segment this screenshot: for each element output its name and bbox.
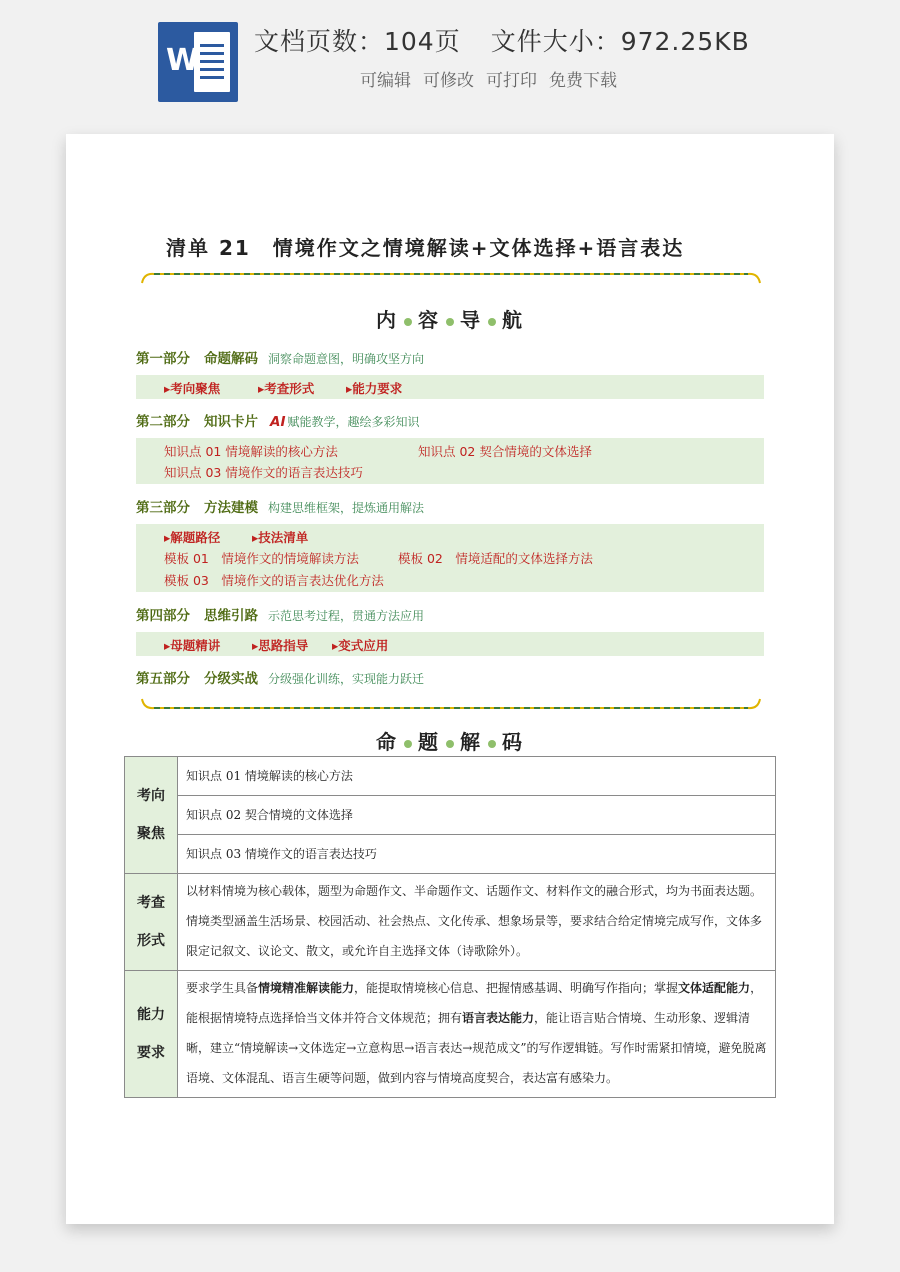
nav-part-1[interactable] <box>136 347 424 367</box>
nav-band-3 <box>136 524 764 592</box>
feature-editable: 可编辑 <box>360 71 411 91</box>
part-name: 分级实战 <box>204 671 258 687</box>
decode-heading-char: 解 <box>460 730 482 754</box>
feature-list <box>360 66 617 91</box>
part-description: 洞察命题意图，明确攻坚方向 <box>268 352 425 366</box>
part-description: 构建思维框架，提炼通用解法 <box>268 501 425 515</box>
nav-band-4 <box>136 632 764 656</box>
text-run: 要求学生具备 <box>186 981 259 995</box>
text-run: ，能提取情境核心信息、把握情感基调、明确写作指向；掌握 <box>354 981 679 995</box>
nav-link[interactable]: ▸解题路径 <box>164 530 221 545</box>
nav-link[interactable]: 知识点 01 情境解读的核心方法 <box>164 444 338 459</box>
header-line: 要求 <box>137 1045 165 1061</box>
nav-band-1 <box>136 375 764 399</box>
header-line: 考查 <box>137 895 165 911</box>
nav-part-4[interactable] <box>136 604 424 624</box>
nav-link[interactable]: 模板 02 情境适配的文体选择方法 <box>398 551 593 566</box>
decode-heading-char: 题 <box>418 730 440 754</box>
decorative-divider-bottom <box>140 698 762 712</box>
nav-link[interactable]: ▸考查形式 <box>258 381 315 396</box>
part-name: 思维引路 <box>204 608 258 624</box>
document-title: 清单 21 情境作文之情境解读+文体选择+语言表达 <box>166 236 685 260</box>
nav-link[interactable]: 模板 03 情境作文的语言表达优化方法 <box>164 573 384 588</box>
nav-link[interactable]: ▸技法清单 <box>252 530 309 545</box>
nav-link[interactable]: ▸考向聚焦 <box>164 381 221 396</box>
nav-heading-char: 航 <box>502 308 524 332</box>
nav-link[interactable]: ▸变式应用 <box>332 638 389 653</box>
nav-link[interactable]: ▸母题精讲 <box>164 638 221 653</box>
table-cell <box>178 971 776 1098</box>
nav-band-2 <box>136 438 764 484</box>
table-row <box>125 874 776 971</box>
table-row <box>125 971 776 1098</box>
part-description: 分级强化训练，实现能力跃迁 <box>268 672 425 686</box>
nav-part-5[interactable] <box>136 667 424 687</box>
table-row <box>125 796 776 835</box>
nav-part-2[interactable] <box>136 410 420 430</box>
word-logo-letter: W <box>166 43 200 78</box>
feature-printable: 可打印 <box>486 71 537 91</box>
header-line: 考向 <box>137 788 165 804</box>
download-banner <box>0 0 900 120</box>
header-line: 能力 <box>137 1007 165 1023</box>
row-header-form <box>125 874 178 971</box>
bold-term: 情境精准解读能力 <box>258 981 355 995</box>
part-name: 方法建模 <box>204 500 258 516</box>
word-document-icon <box>158 22 238 102</box>
ai-badge: AI <box>270 414 286 430</box>
part-name: 知识卡片 <box>204 414 258 430</box>
part-number: 第五部分 <box>136 671 190 687</box>
bold-term: 语言表达能力 <box>462 1011 535 1025</box>
table-cell: 知识点 03 情境作文的语言表达技巧 <box>178 835 776 874</box>
part-description: 示范思考过程，贯通方法应用 <box>268 609 425 623</box>
table-row <box>125 835 776 874</box>
part-number: 第二部分 <box>136 414 190 430</box>
decorative-divider-top <box>140 270 762 284</box>
nav-link[interactable]: 知识点 02 契合情境的文体选择 <box>418 444 592 459</box>
part-name: 命题解码 <box>204 351 258 367</box>
table-cell: 以材料情境为核心载体，题型为命题作文、半命题作文、话题作文、材料作文的融合形式，均为书面表达题。情境类型涵盖生活场景、校园活动、社会热点、文化传承、想象场景等，要求结合给定情境完成写作，文体多限定记叙文、议论文、散文，或允许自主选择文体（诗歌除外）。 <box>178 874 776 971</box>
bold-term: 文体适配能力 <box>678 981 751 995</box>
nav-link[interactable]: 模板 01 情境作文的情境解读方法 <box>164 551 359 566</box>
file-size: 文件大小：972.25KB <box>490 27 750 56</box>
nav-link[interactable]: ▸能力要求 <box>346 381 403 396</box>
part-description: 赋能教学，趣绘多彩知识 <box>287 415 420 429</box>
nav-part-3[interactable] <box>136 496 424 516</box>
nav-heading-char: 内 <box>376 308 398 332</box>
nav-heading <box>66 304 834 333</box>
part-number: 第三部分 <box>136 500 190 516</box>
nav-heading-char: 容 <box>418 308 440 332</box>
row-header-ability <box>125 971 178 1098</box>
table-row <box>125 757 776 796</box>
document-page <box>66 134 834 1224</box>
nav-link[interactable]: 知识点 03 情境作文的语言表达技巧 <box>164 465 363 480</box>
decode-heading <box>66 726 834 755</box>
table-cell: 知识点 01 情境解读的核心方法 <box>178 757 776 796</box>
part-number: 第一部分 <box>136 351 190 367</box>
part-number: 第四部分 <box>136 608 190 624</box>
header-line: 聚焦 <box>137 826 165 842</box>
nav-link[interactable]: ▸思路指导 <box>252 638 309 653</box>
table-cell: 知识点 02 契合情境的文体选择 <box>178 796 776 835</box>
decode-heading-char: 命 <box>376 730 398 754</box>
feature-free-download: 免费下载 <box>549 71 617 91</box>
page-count: 文档页数：104页 <box>254 27 461 56</box>
feature-modifiable: 可修改 <box>423 71 474 91</box>
text-run: ，能根据情境特点选择恰当文体并符合文体规范；拥有 <box>186 981 763 1025</box>
decode-heading-char: 码 <box>502 730 524 754</box>
nav-heading-char: 导 <box>460 308 482 332</box>
file-info <box>254 22 750 58</box>
decode-table <box>124 756 776 1098</box>
header-line: 形式 <box>137 933 165 949</box>
row-header-focus <box>125 757 178 874</box>
text-run: ，能让语言贴合情境、生动形象、逻辑清晰，建立“情境解读→文体选定→立意构思→语言表达→规范成文”的写作逻辑链。写作时需紧扣情境，避免脱离语境、文体混乱、语言生硬等问题，做到内容与情境高度契合，表达富有感染力。 <box>186 1011 767 1085</box>
